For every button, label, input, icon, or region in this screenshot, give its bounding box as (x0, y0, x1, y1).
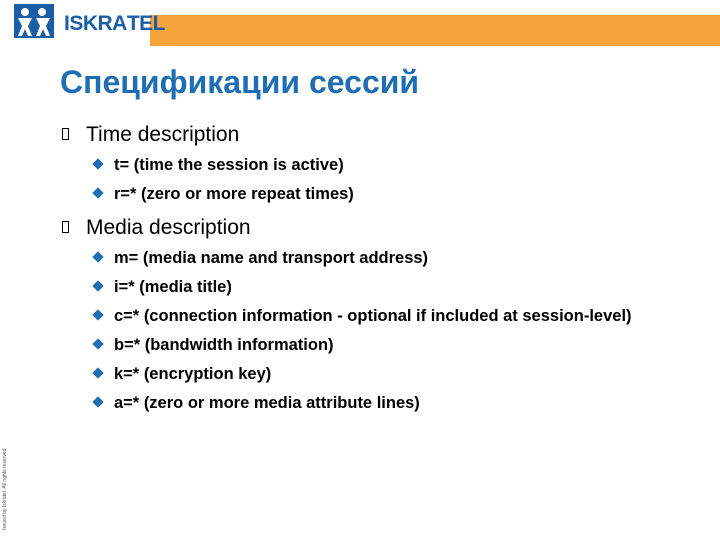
list-item (62, 183, 682, 205)
list-item-text: a=* (zero or more media attribute lines) (114, 394, 420, 412)
list-item-text: b=* (bandwidth information) (114, 336, 334, 354)
diamond-bullet-icon (92, 338, 103, 349)
bullet-list (62, 247, 682, 414)
list-item-text: t= (time the session is active) (114, 156, 344, 174)
diamond-bullet-icon (92, 187, 103, 198)
header-accent-bar (150, 15, 720, 46)
logo-iskra: ISKRA (64, 12, 127, 35)
section-heading (62, 213, 682, 243)
diamond-bullet-icon (92, 251, 103, 262)
list-item-text: k=* (encryption key) (114, 365, 272, 383)
diamond-bullet-icon (92, 309, 103, 320)
list-item-text: r=* (zero or more repeat times) (114, 185, 354, 203)
logo-tel: TEL (126, 12, 166, 35)
section-time-description (62, 120, 682, 205)
copyright-side-note: Issued by Iskratel. All rights reserved (2, 448, 8, 530)
logo-figures-icon (14, 4, 54, 38)
slide-content (62, 120, 682, 422)
section-media-description (62, 213, 682, 414)
diamond-bullet-icon (92, 396, 103, 407)
list-item (62, 305, 682, 327)
section-heading (62, 120, 682, 150)
list-item (62, 154, 682, 176)
list-item (62, 334, 682, 356)
list-item (62, 363, 682, 385)
list-item (62, 247, 682, 269)
square-bullet-icon (62, 128, 69, 140)
slide-title: Спецификации сессий (60, 64, 420, 100)
logo-wordmark (64, 12, 165, 36)
diamond-bullet-icon (92, 280, 103, 291)
square-bullet-icon (62, 221, 69, 233)
list-item-text: i=* (media title) (114, 278, 232, 296)
iskratel-logo (14, 4, 166, 40)
diamond-bullet-icon (92, 367, 103, 378)
section-heading-text: Media description (86, 216, 251, 239)
list-item (62, 276, 682, 298)
list-item (62, 392, 682, 414)
diamond-bullet-icon (92, 158, 103, 169)
bullet-list (62, 154, 682, 205)
section-heading-text: Time description (86, 123, 240, 146)
list-item-text: m= (media name and transport address) (114, 249, 429, 267)
list-item-text: c=* (connection information - optional if included at session-level) (114, 307, 632, 325)
